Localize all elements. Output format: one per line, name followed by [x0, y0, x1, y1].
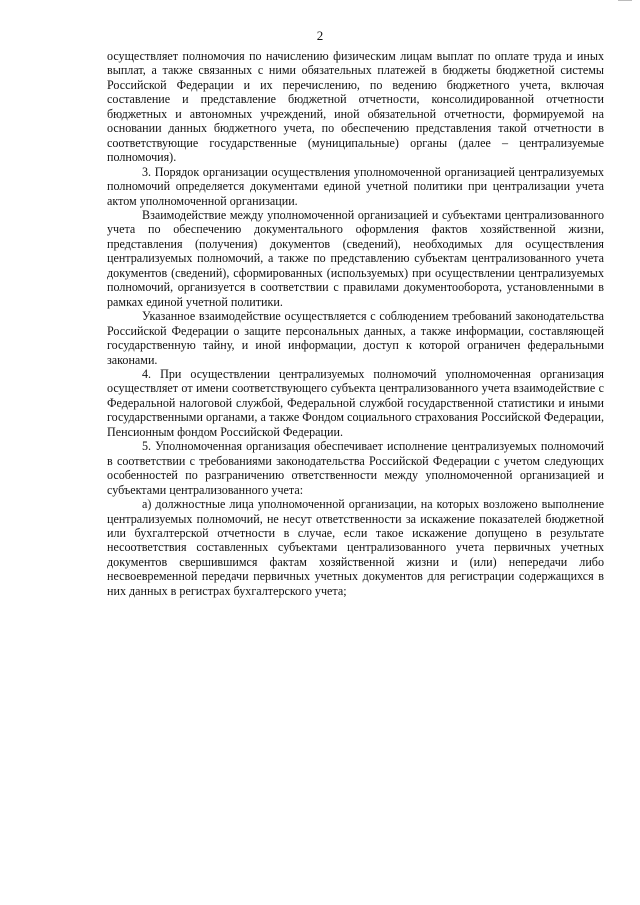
- paragraph-continuation: осуществляет полномочия по начислению физическим лицам выплат по оплате труда и иных выплат, а также связанных с ними обязательных платежей в бюджеты бюджетной системы Российской Федерации и их перечислению, по ведению бюджетного учета, включая составление и представление бюджетной отчетности, консолидированной отчетности бюджетных и автономных учреждений, иной обязательной отчетности, формируемой на основании данных бюджетного учета, по обеспечению представления такой отчетности в соответствующие государственные (муниципальные) органы (далее – централизуемые полномочия).: [107, 49, 604, 165]
- paragraph-5a-officials: а) должностные лица уполномоченной организации, на которых возложено выполнение централизуемых полномочий, не несут ответственности за искажение показателей бюджетной или бухгалтерской отчетности в случае, если такое искажение допущено в результате несоответствия составленных субъектами централизованного учета первичных учетных документов свершившимся фактам хозяйственной жизни и (или) непередачи либо несвоевременной передачи первичных учетных документов для регистрации содержащихся в них данных в регистрах бухгалтерского учета;: [107, 497, 604, 598]
- paragraph-data-protection: Указанное взаимодействие осуществляется с соблюдением требований законодательства Российской Федерации о защите персональных данных, а также информации, составляющей государственную тайну, и иной информации, доступ к которой ограничен федеральными законами.: [107, 309, 604, 367]
- document-body: [107, 49, 604, 598]
- paragraph-interaction: Взаимодействие между уполномоченной организацией и субъектами централизованного учета по обеспечению документального оформления фактов хозяйственной жизни, представления (получения) документов (сведений), необходимых для осуществления централизуемых полномочий, а также по представлению субъектам централизованного учета документов (сведений), сформированных (используемых) при осуществлении централизуемых полномочий, организуется в соответствии с правилами документооборота, установленными в рамках единой учетной политики.: [107, 207, 604, 309]
- paragraph-3-organization-procedure: 3. Порядок организации осуществления уполномоченной организацией централизуемых полномочий определяется документами единой учетной политики при централизации учета актом уполномоченной организации.: [107, 164, 604, 208]
- paragraph-5-responsibility: 5. Уполномоченная организация обеспечивает исполнение централизуемых полномочий в соответствии с требованиями законодательства Российской Федерации с учетом следующих особенностей по разграничению ответственности между уполномоченной организацией и субъектами централизованного учета:: [107, 439, 604, 497]
- scan-corner-mark: [618, 0, 632, 5]
- paragraph-4-agencies: 4. При осуществлении централизуемых полномочий уполномоченная организация осуществляет от имени соответствующего субъекта централизованного учета взаимодействие с Федеральной налоговой службой, Федеральной службой государственной статистики и иными государственными органами, а также Фондом социального страхования Российской Федерации, Пенсионным фондом Российской Федерации.: [107, 366, 604, 439]
- page-number: 2: [316, 28, 324, 43]
